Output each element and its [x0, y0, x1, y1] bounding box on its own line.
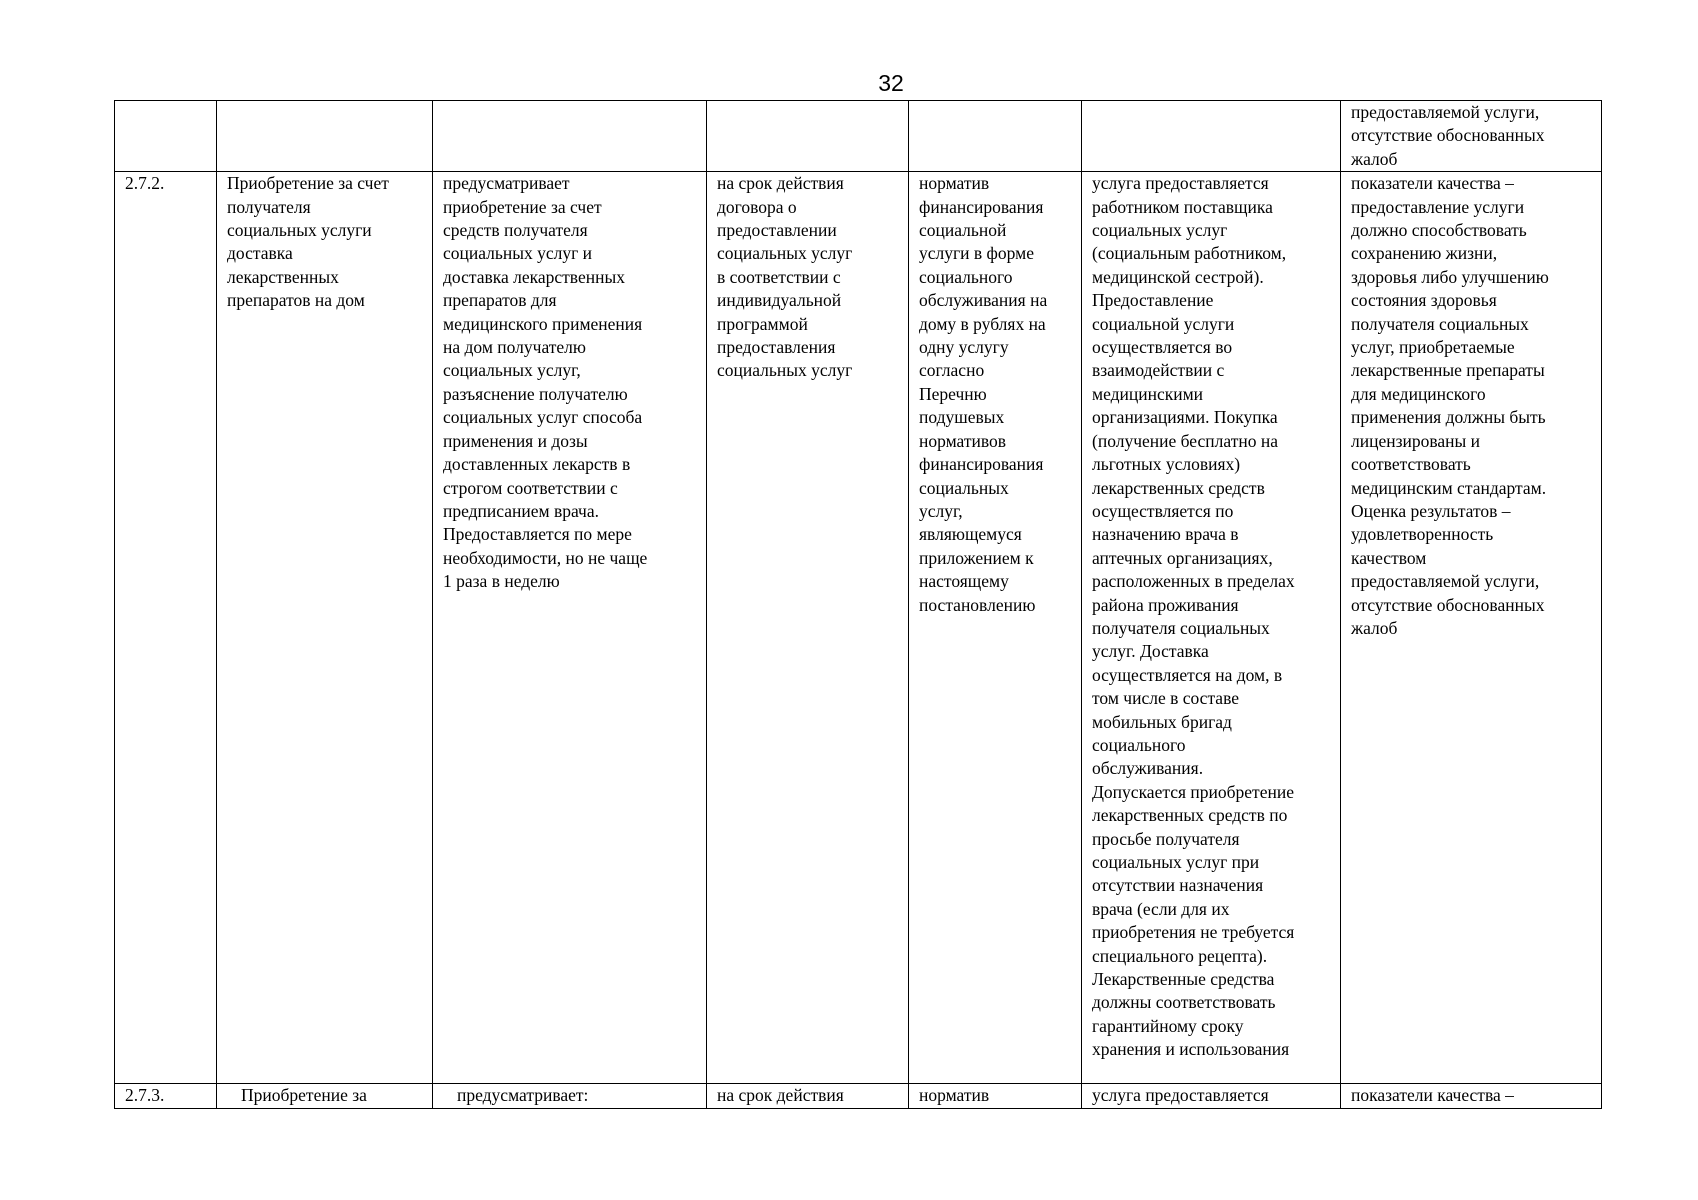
cell-service-term: на срок действия договора о предоставлении социальных услуг в соответствии с индивидуальной программой предоставления социальных услуг: [707, 172, 909, 1084]
cell-financing-norm: норматив: [909, 1084, 1082, 1108]
cell-service-term: на срок действия: [707, 1084, 909, 1108]
cell-number: 2.7.2.: [115, 172, 217, 1084]
cell-service-name: [217, 101, 433, 172]
cell-financing-norm: норматив финансирования социальной услуги в форме социального обслуживания на дому в рублях на одну услугу согласно Перечню подушевых нормативов финансирования социальных услуг, являющемуся приложением к настоящему постановлению: [909, 172, 1082, 1084]
cell-service-name: Приобретение за: [217, 1084, 433, 1108]
services-table: [114, 100, 1602, 1109]
cell-service-term: [707, 101, 909, 172]
cell-service-conditions: услуга предоставляется: [1082, 1084, 1341, 1108]
table-row: [115, 101, 1602, 172]
cell-financing-norm: [909, 101, 1082, 172]
cell-service-name: Приобретение за счет получателя социальных услуги доставка лекарственных препаратов на дом: [217, 172, 433, 1084]
page-number: 32: [878, 70, 904, 96]
cell-service-conditions: услуга предоставляется работником поставщика социальных услуг (социальным работником, медицинской сестрой). Предоставление социальной услуги осуществляется во взаимодействии с медицинскими организациями. Покупка (получение бесплатно на льготных условиях) лекарственных средств осуществляется по назначению врача в аптечных организациях, расположенных в пределах района проживания получателя социальных услуг. Доставка осуществляется на дом, в том числе в составе мобильных бригад социального обслуживания. Допускается приобретение лекарственных средств по просьбе получателя социальных услуг при отсутствии назначения врача (если для их приобретения не требуется специального рецепта). Лекарственные средства должны соответствовать гарантийному сроку хранения и использования: [1082, 172, 1341, 1084]
cell-quality-indicators: показатели качества –: [1341, 1084, 1602, 1108]
cell-service-conditions: [1082, 101, 1341, 172]
cell-number: 2.7.3.: [115, 1084, 217, 1108]
cell-quality-indicators: предоставляемой услуги, отсутствие обоснованных жалоб: [1341, 101, 1602, 172]
cell-service-content: предусматривает приобретение за счет средств получателя социальных услуг и доставка лекарственных препаратов для медицинского применения на дом получателю социальных услуг, разъяснение получателю социальных услуг способа применения и дозы доставленных лекарств в строгом соответствии с предписанием врача. Предоставляется по мере необходимости, но не чаще 1 раза в неделю: [433, 172, 707, 1084]
table-row: [115, 1084, 1602, 1108]
cell-number: [115, 101, 217, 172]
table-row: [115, 172, 1602, 1084]
cell-service-content: [433, 101, 707, 172]
cell-service-content: предусматривает:: [433, 1084, 707, 1108]
cell-quality-indicators: показатели качества – предоставление услуги должно способствовать сохранению жизни, здоровья либо улучшению состояния здоровья получателя социальных услуг, приобретаемые лекарственные препараты для медицинского применения должны быть лицензированы и соответствовать медицинским стандартам. Оценка результатов – удовлетворенность качеством предоставляемой услуги, отсутствие обоснованных жалоб: [1341, 172, 1602, 1084]
